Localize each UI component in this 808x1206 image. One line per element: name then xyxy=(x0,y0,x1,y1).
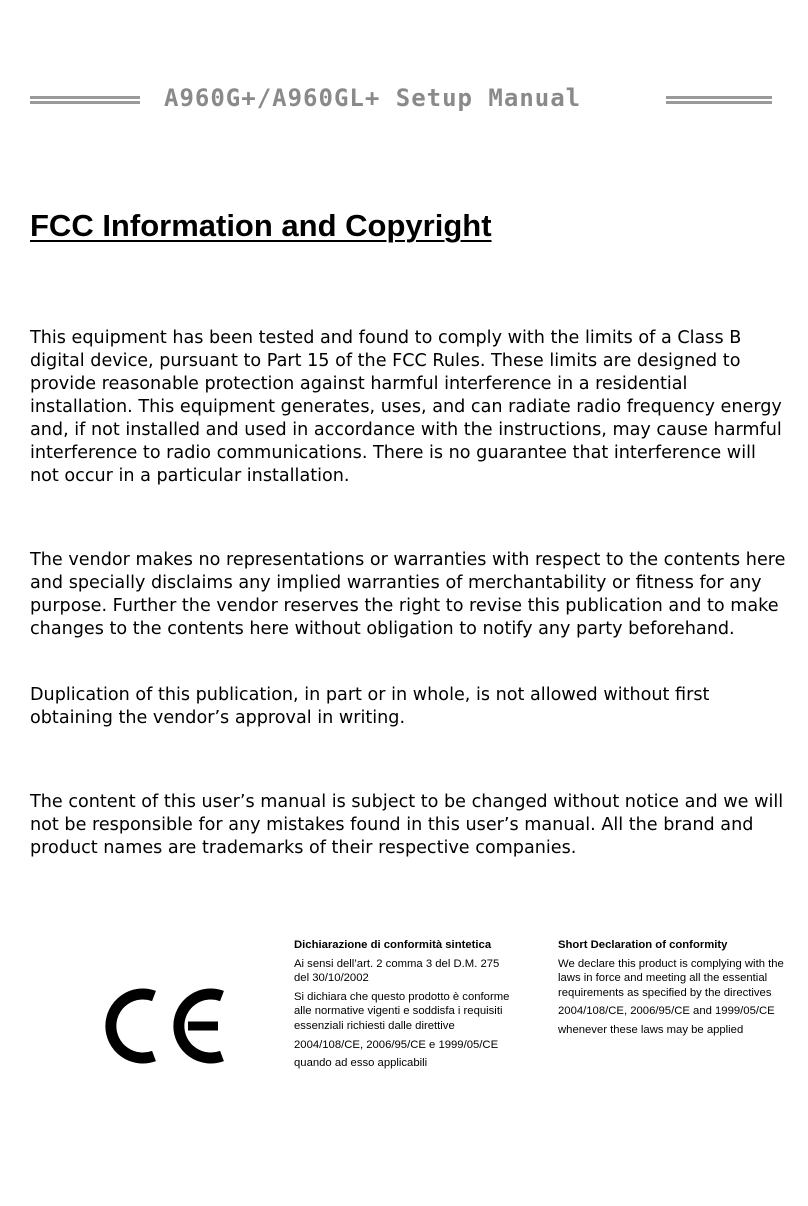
page-title: FCC Information and Copyright xyxy=(30,208,492,243)
english-declaration-title: Short Declaration of conformity xyxy=(558,939,728,951)
italian-declaration-title: Dichiarazione di conformità sintetica xyxy=(294,939,492,951)
english-declaration xyxy=(558,938,786,1042)
header-rule-right xyxy=(666,96,772,104)
english-declaration-line: 2004/108/CE, 2006/95/CE and 1999/05/CE xyxy=(558,1005,775,1018)
english-declaration-line: whenever these laws may be applied xyxy=(558,1023,744,1036)
italian-declaration xyxy=(294,938,510,1075)
italian-declaration-line: Ai sensi dell’art. 2 comma 3 del D.M. 275 del 30/10/2002 xyxy=(294,957,500,985)
warranty-disclaimer-paragraph: The vendor makes no representations or warranties with respect to the contents here and specially disclaims any implied warranties of merchantability or fitness for any purpose. Further the vendor reserves the right to revise this publication and to make changes to the contents here without obligation to notify any party beforehand. xyxy=(30,550,786,639)
header-rule-left xyxy=(30,96,140,104)
content-change-paragraph: The content of this user’s manual is subject to be changed without notice and we will not be responsible for any mistakes found in this user’s manual. All the brand and product names are trademarks of their respective companies. xyxy=(30,792,784,858)
english-declaration-line: We declare this product is complying with the laws in force and meeting all the essential requirements as specified by the directives xyxy=(558,957,784,999)
ce-mark-icon xyxy=(104,982,228,1070)
page-header xyxy=(30,84,772,116)
italian-declaration-line: Si dichiara che questo prodotto è conforme alle normative vigenti e soddisfa i requisiti essenziali richiesti dalle direttive xyxy=(294,990,510,1032)
fcc-compliance-paragraph: This equipment has been tested and found to comply with the limits of a Class B digital device, pursuant to Part 15 of the FCC Rules. These limits are designed to provide reasonable protection against harmful interference in a residential installation. This equipment generates, uses, and can radiate radio frequency energy and, if not installed and used in accordance with the instructions, may cause harmful interference to radio communications. There is no guarantee that interference will not occur in a particular installation. xyxy=(30,328,782,486)
manual-title: A960G+/A960GL+ Setup Manual xyxy=(164,84,582,112)
duplication-paragraph: Duplication of this publication, in part or in whole, is not allowed without first obtaining the vendor’s approval in writing. xyxy=(30,685,710,728)
italian-declaration-line: quando ad esso applicabili xyxy=(294,1057,428,1070)
italian-declaration-line: 2004/108/CE, 2006/95/CE e 1999/05/CE xyxy=(294,1038,499,1051)
